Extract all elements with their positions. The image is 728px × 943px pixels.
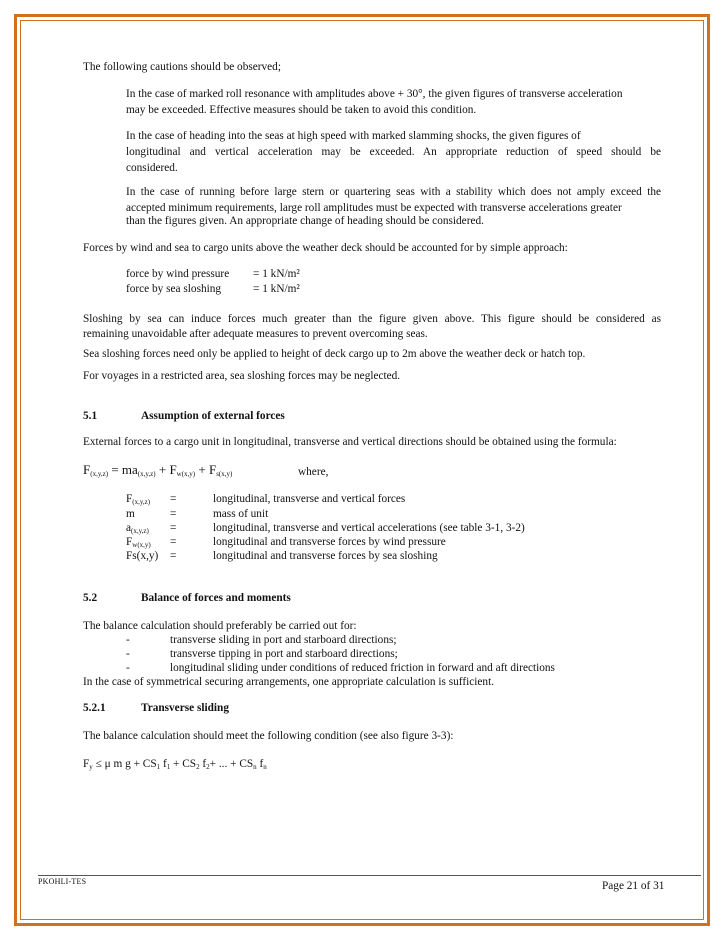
- caution-stern-line2: accepted minimum requirements, large roll amplitudes must be expected with transverse accelerations greater: [126, 202, 622, 214]
- def-equals: =: [170, 536, 177, 548]
- def-symbol: $F_{(x,y,z)}$: [126, 493, 151, 506]
- def-symbol: $F_{w(x,y)}$: [126, 536, 151, 549]
- bullet-dash: -: [126, 648, 130, 660]
- formula-forces: $F_{(x,y,z)} = ma_{(x,y,z)} + F_{w(x,y)} + F_{s(x,y)}$: [83, 462, 233, 478]
- section-5-2-number: 5.2: [83, 592, 98, 604]
- footer-page-number: Page 21 of 31: [602, 880, 665, 892]
- wind-value: = 1 kN/m²: [253, 268, 300, 280]
- def-symbol: $a_{(x,y,z)}$: [126, 522, 149, 535]
- formula-sliding: $F_y \le \mu$ m $g + CS_1$ $f_1 + CS_2$ $f_2+$ ... + $CS_n$ $f_n$: [83, 758, 267, 771]
- wind-label: force by wind pressure: [126, 268, 230, 280]
- caution-heading-line1: In the case of heading into the seas at high speed with marked slamming shocks, the given figures of: [126, 130, 581, 142]
- def-equals: =: [170, 508, 177, 520]
- sloshing-restricted: For voyages in a restricted area, sea sloshing forces may be neglected.: [83, 370, 401, 382]
- cautions-intro: The following cautions should be observed;: [83, 61, 281, 73]
- footer-document-code: PKOHLI-TES: [38, 877, 87, 886]
- wind-sea-intro: Forces by wind and sea to cargo units above the weather deck should be accounted for by simple approach:: [83, 242, 568, 254]
- symmetric-note: In the case of symmetrical securing arrangements, one appropriate calculation is sufficient.: [83, 676, 495, 688]
- sloshing-line1: Sloshing by sea can induce forces much greater than the figure given above. This figure should be considered as: [83, 313, 661, 325]
- def-description: longitudinal and transverse forces by wind pressure: [213, 536, 446, 548]
- section-5-2-1-number: 5.2.1: [83, 702, 106, 714]
- sea-label: force by sea sloshing: [126, 283, 222, 295]
- def-description: mass of unit: [213, 508, 269, 520]
- caution-roll-line2: may be exceeded. Effective measures should be taken to avoid this condition.: [126, 104, 477, 116]
- section-5-1-number: 5.1: [83, 410, 98, 422]
- sloshing-line2: remaining unavoidable after adequate measures to prevent overcoming seas.: [83, 328, 428, 340]
- section-5-2-intro: The balance calculation should preferably be carried out for:: [83, 620, 357, 632]
- caution-stern-line3: than the figures given. An appropriate change of heading should be considered.: [126, 215, 484, 227]
- def-description: longitudinal, transverse and vertical forces: [213, 493, 406, 505]
- def-equals: =: [170, 550, 177, 562]
- footer-rule: [38, 875, 701, 876]
- caution-heading-line2: longitudinal and vertical acceleration may be exceeded. An appropriate reduction of speed should be: [126, 146, 661, 158]
- section-5-2-title: Balance of forces and moments: [141, 592, 291, 604]
- section-5-1-title: Assumption of external forces: [141, 410, 285, 422]
- section-5-1-intro: External forces to a cargo unit in longitudinal, transverse and vertical directions should be obtained using the formula:: [83, 436, 617, 448]
- bullet-dash: -: [126, 634, 130, 646]
- bullet-text: transverse sliding in port and starboard directions;: [170, 634, 397, 646]
- section-5-2-1-title: Transverse sliding: [141, 702, 229, 714]
- def-symbol: Fs(x,y): [126, 550, 159, 562]
- def-symbol: m: [126, 508, 135, 520]
- def-description: longitudinal, transverse and vertical accelerations (see table 3-1, 3-2): [213, 522, 525, 534]
- bullet-text: transverse tipping in port and starboard directions;: [170, 648, 398, 660]
- bullet-text: longitudinal sliding under conditions of reduced friction in forward and aft directions: [170, 662, 555, 674]
- formula-where: where,: [298, 466, 329, 478]
- caution-stern-line1: In the case of running before large stern or quartering seas with a stability which does not amply exceed the: [126, 186, 661, 198]
- bullet-dash: -: [126, 662, 130, 674]
- def-equals: =: [170, 493, 177, 505]
- caution-roll-line1: In the case of marked roll resonance with amplitudes above + 30°, the given figures of transverse acceleration: [126, 88, 623, 100]
- section-5-2-1-intro: The balance calculation should meet the following condition (see also figure 3-3):: [83, 730, 454, 742]
- def-equals: =: [170, 522, 177, 534]
- caution-heading-line3: considered.: [126, 162, 178, 174]
- def-description: longitudinal and transverse forces by sea sloshing: [213, 550, 438, 562]
- sea-value: = 1 kN/m²: [253, 283, 300, 295]
- sloshing-height: Sea sloshing forces need only be applied to height of deck cargo up to 2m above the weather deck or hatch top.: [83, 348, 586, 360]
